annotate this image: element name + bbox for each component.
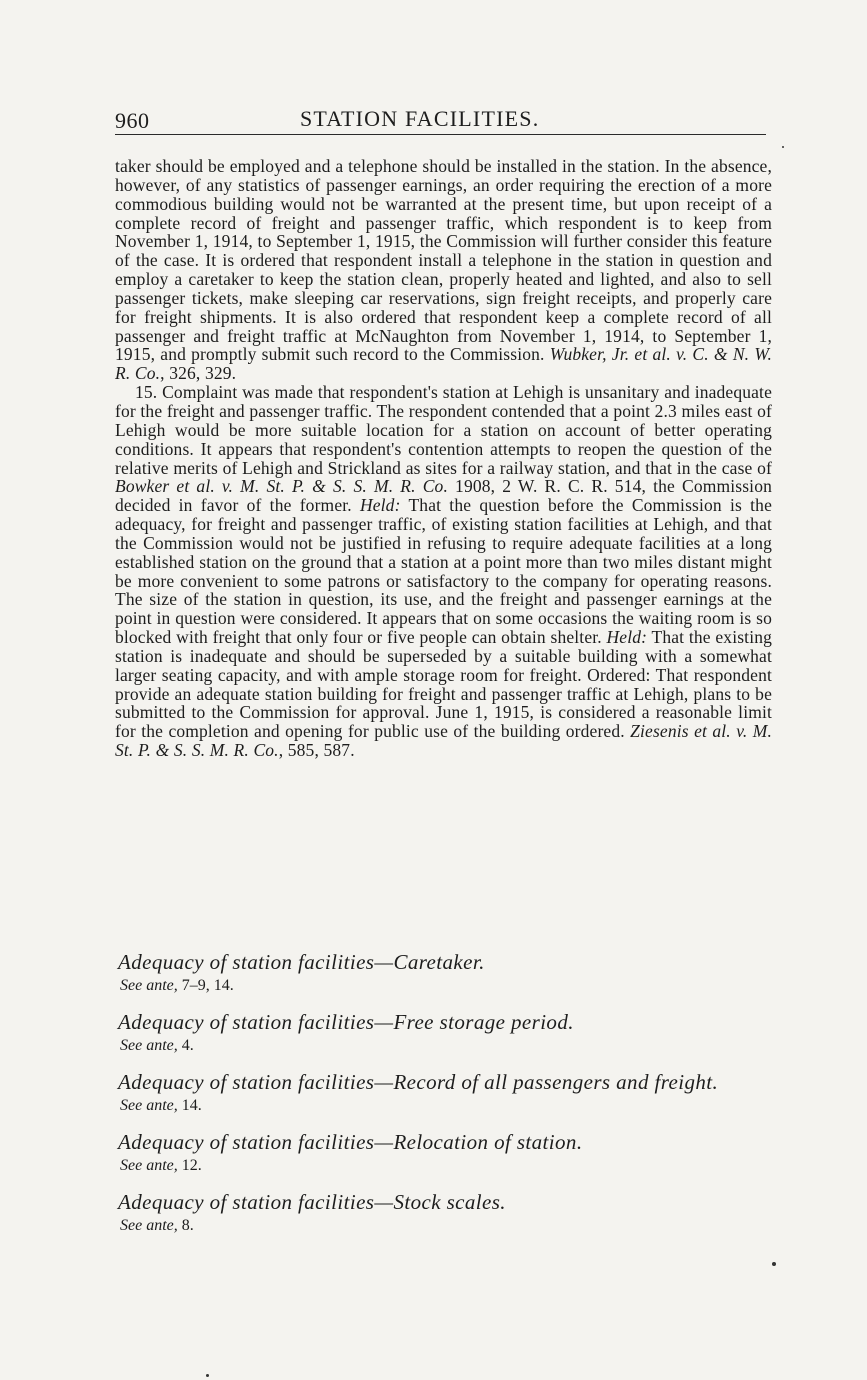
page-header: [115, 106, 766, 135]
body-text: [115, 157, 772, 760]
see-refs: 12.: [177, 1157, 202, 1174]
paragraph-text: That the question before the Commission is the adequacy, for freight and passenger traffic, of existing station facilities at Lehigh, and that the Commission would not be justified in refusing to require adequate facilities at a long established station on the ground that a station at a point more than two miles distant might be more convenient to some patrons or satisfactory to the company for operating reasons. The size of the station in question, its use, and the freight and passenger earnings at the point in question were considered. It appears that on some occasions the waiting room is so blocked with freight that only four or five people can obtain shelter.: [115, 495, 772, 648]
page-number: 960: [115, 108, 150, 133]
index-entry: [118, 1128, 778, 1176]
see-label: See ante,: [120, 1217, 178, 1234]
paragraph-continued: [115, 157, 772, 383]
see-label: See ante,: [120, 1037, 178, 1054]
entry-heading: Adequacy of station facilities—Caretaker.: [118, 950, 485, 974]
see-refs: 4.: [177, 1037, 194, 1054]
case-citation: Wubker, Jr. et al. v. C. & N. W. R. Co.: [115, 344, 772, 384]
index-entry: [118, 1068, 778, 1116]
index-entry: [118, 1188, 778, 1236]
paragraph-text: 1908, 2 W. R. C. R. 514, the Commission decided in favor of the former.: [115, 476, 772, 516]
paragraph-text: , 326, 329.: [160, 363, 237, 384]
cross-reference: [118, 1156, 778, 1176]
see-refs: 14.: [177, 1097, 202, 1114]
scan-speck: [772, 1262, 776, 1266]
cross-reference: [118, 1096, 778, 1116]
index-entries: [118, 948, 778, 1248]
scan-speck: [782, 146, 784, 148]
held-label: Held:: [606, 627, 648, 648]
see-label: See ante,: [120, 1157, 178, 1174]
see-label: See ante,: [120, 1097, 178, 1114]
case-citation: Ziesenis et al. v. M. St. P. & S. S. M. R. Co.: [115, 721, 772, 761]
entry-heading: Adequacy of station facilities—Record of all passengers and freight.: [118, 1070, 719, 1094]
cross-reference: [118, 976, 778, 996]
index-entry: [118, 1008, 778, 1056]
see-label: See ante,: [120, 977, 178, 994]
paragraph-15: [115, 383, 772, 760]
see-refs: 7–9, 14.: [177, 977, 234, 994]
cross-reference: [118, 1036, 778, 1056]
entry-heading: Adequacy of station facilities—Relocation of station.: [118, 1130, 583, 1154]
index-entry: [118, 948, 778, 996]
paragraph-text: That the existing station is inadequate and should be superseded by a suitable building with a somewhat larger seating capacity, and with ample storage room for freight. Ordered: That respondent provide an adequate station building for freight and passenger traffic at Lehigh, plans to be submitted to the Commission for approval. June 1, 1915, is considered a reasonable limit for the completion and opening for public use of the building ordered.: [115, 627, 773, 742]
case-citation: Bowker et al. v. M. St. P. & S. S. M. R. Co.: [115, 476, 448, 497]
see-refs: 8.: [177, 1217, 194, 1234]
cross-reference: [118, 1216, 778, 1236]
paragraph-text: taker should be employed and a telephone should be installed in the station. In the absence, however, of any statistics of passenger earnings, an order requiring the erection of a more commodious building would not be warranted at the present time, but upon receipt of a complete record of freight and passenger traffic, which respondent is to keep from November 1, 1914, to September 1, 1915, the Commission will further consider this feature of the case. It is ordered that respondent install a telephone in the station in question and employ a caretaker to keep the station clean, properly heated and lighted, and also to sell passenger tickets, make sleeping car reservations, sign freight receipts, and properly care for freight shipments. It is also ordered that respondent keep a complete record of all passenger and freight traffic at McNaughton from November 1, 1914, to September 1, 1915, and promptly submit such record to the Commission.: [115, 156, 772, 365]
entry-heading: Adequacy of station facilities—Free storage period.: [118, 1010, 574, 1034]
held-label: Held:: [359, 495, 401, 516]
scan-speck: [206, 1374, 209, 1377]
paragraph-text: , 585, 587.: [278, 740, 355, 761]
paragraph-text: 15. Complaint was made that respondent's station at Lehigh is unsanitary and inadequate for the freight and passenger traffic. The respondent contended that a point 2.3 miles east of Lehigh would be more suitable location for a station on account of better operating conditions. It appears that respondent's contention attempts to reopen the question of the relative merits of Lehigh and Strickland as sites for a railway station, and that in the case of: [115, 382, 772, 478]
entry-heading: Adequacy of station facilities—Stock scales.: [118, 1190, 506, 1214]
running-title: STATION FACILITIES.: [300, 106, 540, 131]
